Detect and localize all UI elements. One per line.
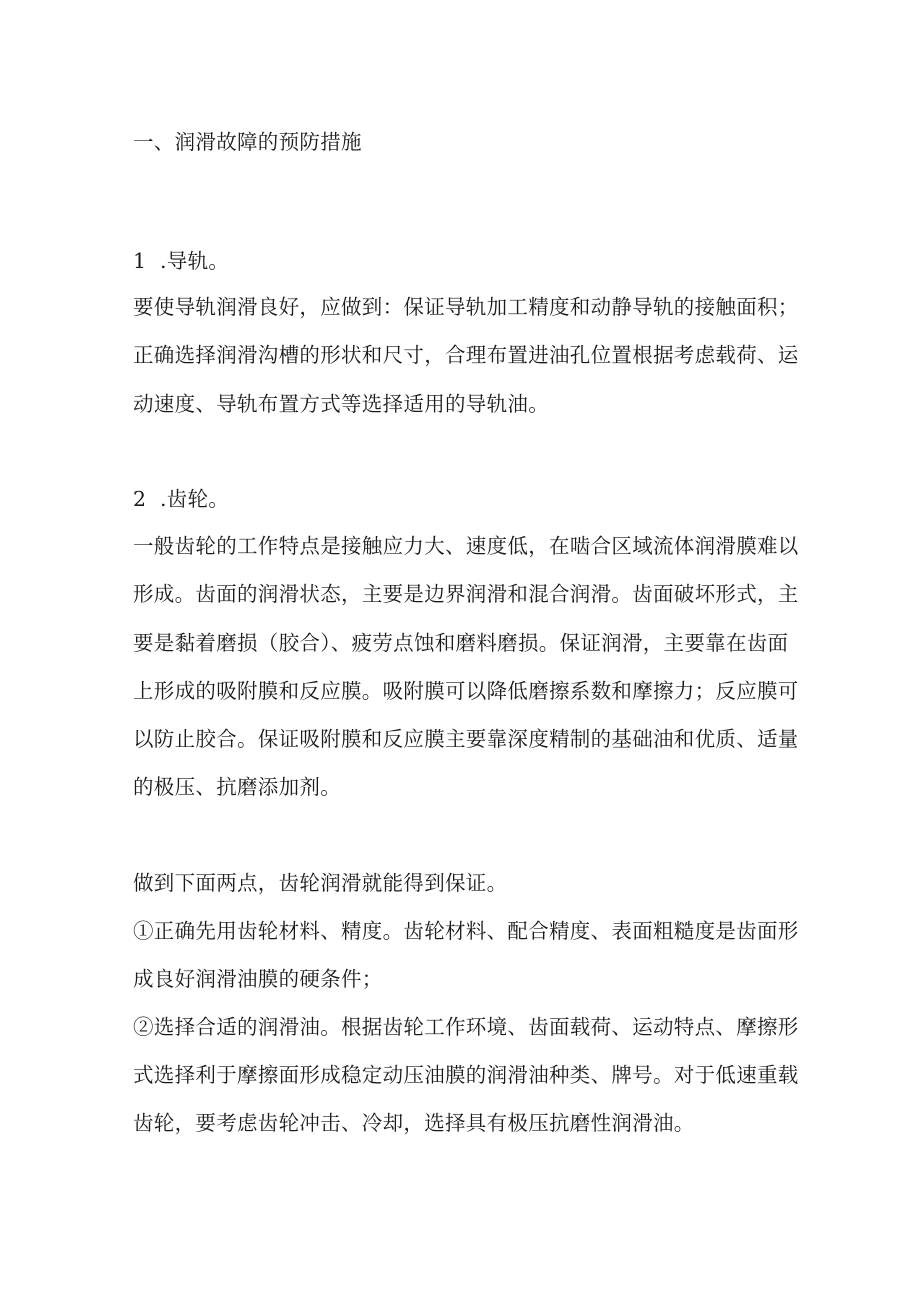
paragraph-line: 一般齿轮的工作特点是接触应力大、速度低，在啮合区域流体润滑膜难以 bbox=[133, 534, 799, 558]
point-line: ①正确先用齿轮材料、精度。齿轮材料、配合精度、表面粗糙度是齿面形 bbox=[133, 919, 799, 943]
subsection-title-gear: 2 .齿轮。 bbox=[133, 487, 230, 511]
point-line: 式选择利于摩擦面形成稳定动压油膜的润滑油种类、牌号。对于低速重载 bbox=[133, 1063, 799, 1087]
paragraph-line: 要使导轨润滑良好，应做到：保证导轨加工精度和动静导轨的接触面积； bbox=[133, 295, 799, 319]
paragraph-line: 上形成的吸附膜和反应膜。吸附膜可以降低磨擦系数和摩擦力；反应膜可 bbox=[133, 679, 799, 703]
paragraph-line: 动速度、导轨布置方式等选择适用的导轨油。 bbox=[133, 392, 549, 416]
subsection-title-guide-rail: 1 .导轨。 bbox=[133, 249, 230, 273]
point-line: 齿轮，要考虑齿轮冲击、冷却，选择具有极压抗磨性润滑油。 bbox=[133, 1111, 695, 1135]
section-heading: 一、润滑故障的预防措施 bbox=[133, 130, 362, 154]
paragraph-line: 正确选择润滑沟槽的形状和尺寸，合理布置进油孔位置根据考虑载荷、运 bbox=[133, 343, 799, 367]
paragraph-line: 以防止胶合。保证吸附膜和反应膜主要靠深度精制的基础油和优质、适量 bbox=[133, 727, 799, 751]
intro-line: 做到下面两点，齿轮润滑就能得到保证。 bbox=[133, 871, 508, 895]
point-line: ②选择合适的润滑油。根据齿轮工作环境、齿面载荷、运动特点、摩擦形 bbox=[133, 1015, 799, 1039]
paragraph-line: 要是黏着磨损（胶合）、疲劳点蚀和磨料磨损。保证润滑，主要靠在齿面 bbox=[133, 631, 789, 655]
paragraph-line: 的极压、抗磨添加剂。 bbox=[133, 775, 341, 799]
point-line: 成良好润滑油膜的硬条件； bbox=[133, 967, 383, 991]
paragraph-line: 形成。齿面的润滑状态，主要是边界润滑和混合润滑。齿面破坏形式，主 bbox=[133, 582, 799, 606]
